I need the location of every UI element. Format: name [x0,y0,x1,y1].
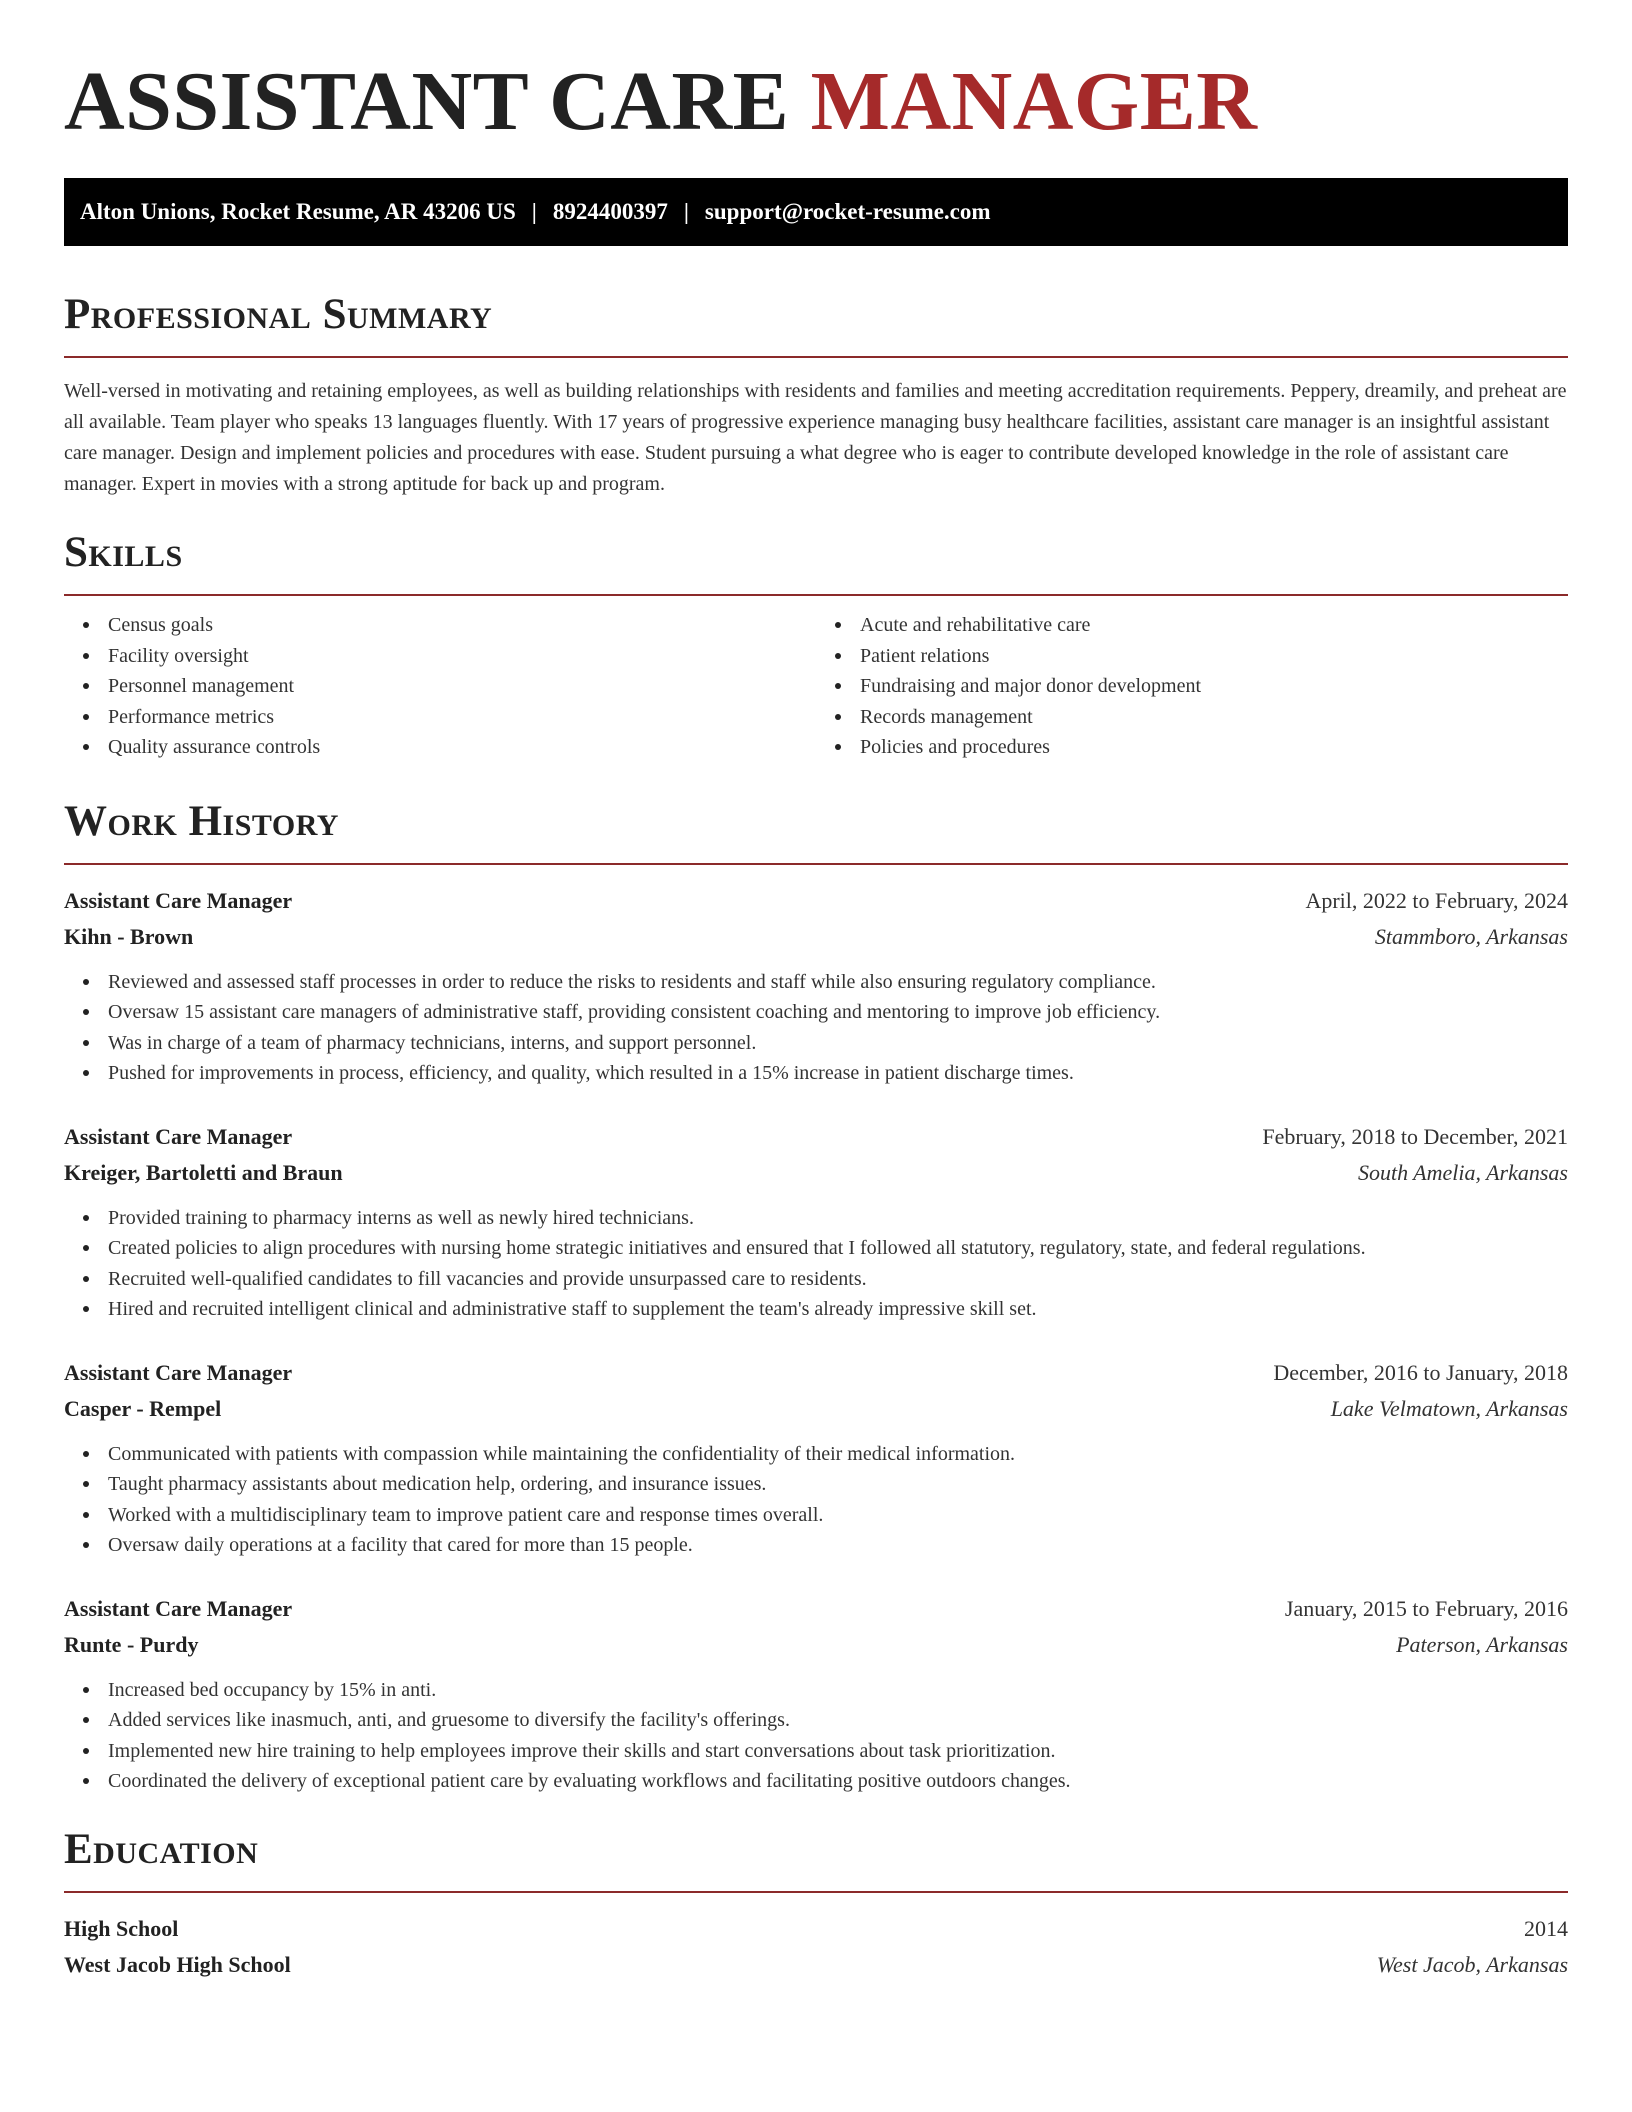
contact-separator: | [531,199,537,224]
job-bullet: Implemented new hire training to help employees improve their skills and start conversations about task prioritization. [64,1736,1568,1767]
job-bullet: Taught pharmacy assistants about medication help, ordering, and insurance issues. [64,1469,1568,1500]
education-school: West Jacob High School [64,1951,291,1977]
job-dates: February, 2018 to December, 2021 [1262,1123,1568,1149]
job-entry [64,1119,1568,1325]
name-first: ASSISTANT CARE [64,55,790,148]
skill-item: Patient relations [816,641,1568,672]
summary-section [64,290,1568,500]
contact-phone: 8924400397 [552,199,668,224]
job-bullet: Recruited well-qualified candidates to fill vacancies and provide unsurpassed care to residents. [64,1264,1568,1295]
job-bullet: Created policies to align procedures with nursing home strategic initiatives and ensured that I followed all statutory, regulatory, state, and federal regulations. [64,1233,1568,1264]
education-section [64,1825,1568,1983]
job-bullet: Coordinated the delivery of exceptional patient care by evaluating workflows and facilitating positive outdoors changes. [64,1766,1568,1797]
resume-name-heading [64,52,1568,152]
job-bullet: Hired and recruited intelligent clinical and administrative staff to supplement the team's already impressive skill set. [64,1294,1568,1325]
name-last: MANAGER [810,55,1258,148]
summary-text: Well-versed in motivating and retaining employees, as well as building relationships with residents and families and meeting accreditation requirements. Peppery, dreamily, and preheat are all available. Team player who speaks 13 languages fluently. With 17 years of progressive experience managing busy healthcare facilities, assistant care manager is an insightful assistant care manager. Design and implement policies and procedures with ease. Student pursuing a what degree who is eager to contribute developed knowledge in the role of assistant care manager. Expert in movies with a strong aptitude for back up and program. [64,380,1567,495]
contact-email: support@rocket-resume.com [704,199,991,224]
skill-item: Fundraising and major donor development [816,671,1568,702]
job-location: Paterson, Arkansas [1396,1631,1568,1657]
job-role: Assistant Care Manager [64,1123,293,1149]
job-location: Lake Velmatown, Arkansas [1330,1395,1568,1421]
job-role: Assistant Care Manager [64,1595,293,1621]
job-bullets [64,1203,1568,1325]
job-bullet: Reviewed and assessed staff processes in order to reduce the risks to residents and staff while also ensuring regulatory compliance. [64,967,1568,998]
job-bullet: Communicated with patients with compassion while maintaining the confidentiality of their medical information. [64,1439,1568,1470]
skill-item: Personnel management [64,671,816,702]
job-dates: December, 2016 to January, 2018 [1273,1359,1568,1385]
work-history-section [64,797,1568,1797]
skill-item: Records management [816,702,1568,733]
job-company: Kreiger, Bartoletti and Braun [64,1159,343,1185]
summary-title: Professional Summary [64,291,493,338]
education-title: Education [64,1825,259,1873]
skill-item: Policies and procedures [816,732,1568,763]
job-bullet: Provided training to pharmacy interns as well as newly hired technicians. [64,1203,1568,1234]
job-bullet: Was in charge of a team of pharmacy technicians, interns, and support personnel. [64,1028,1568,1059]
job-bullets [64,967,1568,1089]
skills-list-right [816,610,1568,763]
skill-item: Performance metrics [64,702,816,733]
skills-list-left [64,610,816,763]
job-company: Kihn - Brown [64,923,194,949]
skill-item: Quality assurance controls [64,732,816,763]
skills-grid [64,610,1568,763]
job-bullets [64,1675,1568,1797]
job-bullet: Worked with a multidisciplinary team to improve patient care and response times overall. [64,1500,1568,1531]
section-divider [64,594,1568,596]
skill-item: Acute and rehabilitative care [816,610,1568,641]
job-location: South Amelia, Arkansas [1357,1159,1568,1185]
job-entry [64,1355,1568,1561]
job-role: Assistant Care Manager [64,887,293,913]
job-bullet: Increased bed occupancy by 15% in anti. [64,1675,1568,1706]
skill-item: Facility oversight [64,641,816,672]
work-history-title: Work History [64,797,339,845]
education-location: West Jacob, Arkansas [1376,1951,1568,1977]
education-degree: High School [64,1915,179,1941]
job-bullet: Added services like inasmuch, anti, and gruesome to diversify the facility's offerings. [64,1705,1568,1736]
job-dates: January, 2015 to February, 2016 [1284,1595,1568,1621]
skills-section [64,528,1568,763]
job-company: Casper - Rempel [64,1395,222,1421]
job-bullets [64,1439,1568,1561]
contact-address: Alton Unions, Rocket Resume, AR 43206 US [80,199,516,224]
education-year: 2014 [1524,1915,1568,1941]
job-company: Runte - Purdy [64,1631,199,1657]
skills-title: Skills [64,529,183,576]
job-entry [64,1591,1568,1797]
contact-bar [64,178,1568,246]
section-divider [64,356,1568,358]
contact-separator: | [683,199,689,224]
section-divider [64,1891,1568,1893]
skill-item: Census goals [64,610,816,641]
job-bullet: Oversaw daily operations at a facility that cared for more than 15 people. [64,1530,1568,1561]
job-role: Assistant Care Manager [64,1359,293,1385]
job-dates: April, 2022 to February, 2024 [1305,887,1568,913]
section-divider [64,863,1568,865]
job-bullet: Oversaw 15 assistant care managers of administrative staff, providing consistent coaching and mentoring to improve job efficiency. [64,997,1568,1028]
job-bullet: Pushed for improvements in process, efficiency, and quality, which resulted in a 15% increase in patient discharge times. [64,1058,1568,1089]
education-entry [64,1911,1568,1983]
job-entry [64,883,1568,1089]
job-location: Stammboro, Arkansas [1374,923,1568,949]
